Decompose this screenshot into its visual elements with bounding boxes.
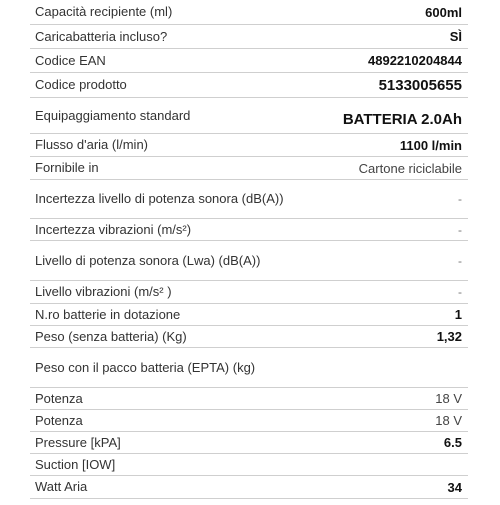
spec-label: Livello vibrazioni (m/s² )	[35, 284, 172, 299]
spec-row-vibration-uncertainty	[30, 219, 468, 241]
spec-row-weight	[30, 326, 468, 348]
spec-label: Equipaggiamento standard	[35, 107, 191, 123]
spec-label: Pressure [kPA]	[35, 434, 121, 450]
spec-label: Flusso d'aria (l/min)	[35, 137, 149, 152]
spec-label: Caricabatteria incluso?	[35, 28, 168, 44]
spec-label: Peso con il pacco batteria (EPTA) (kg)	[35, 359, 256, 375]
spec-row-sound-power	[30, 241, 468, 281]
spec-value: -	[458, 222, 462, 237]
spec-label: Potenza	[35, 390, 83, 406]
spec-label: Livello di potenza sonora (Lwa) (dB(A))	[35, 252, 261, 268]
spec-value: -	[458, 253, 462, 268]
spec-value: Cartone riciclabile	[358, 160, 462, 176]
spec-label: Watt Aria	[35, 479, 88, 494]
spec-value: BATTERIA 2.0Ah	[342, 111, 462, 128]
spec-label: Suction [IOW]	[35, 456, 116, 472]
spec-row-capacity	[30, 0, 468, 25]
spec-label: Incertezza livello di potenza sonora (dB(A))	[35, 191, 284, 206]
spec-row-vibration-level	[30, 281, 468, 304]
spec-value: 1	[454, 307, 462, 322]
spec-value: 600ml	[425, 4, 462, 20]
spec-value: 18 V	[435, 391, 462, 406]
spec-row-suction	[30, 454, 468, 476]
spec-row-airflow	[30, 134, 468, 157]
spec-value: 34	[447, 479, 462, 495]
spec-label: N.ro batterie in dotazione	[35, 306, 181, 322]
spec-label: Codice EAN	[35, 52, 106, 68]
spec-label: Capacità recipiente (ml)	[35, 4, 173, 19]
spec-row-charger	[30, 25, 468, 49]
spec-row-power-1	[30, 388, 468, 410]
spec-value: -	[458, 192, 462, 206]
spec-row-weight-with-battery	[30, 348, 468, 388]
spec-value: 1,32	[436, 329, 462, 344]
spec-table	[30, 0, 468, 499]
spec-row-power-2	[30, 410, 468, 432]
spec-label: Peso (senza batteria) (Kg)	[35, 328, 187, 344]
spec-label: Potenza	[35, 412, 83, 428]
spec-row-air-watt	[30, 476, 468, 499]
spec-value: 1100 l/min	[399, 137, 462, 153]
spec-label: Incertezza vibrazioni (m/s²)	[35, 221, 192, 237]
spec-row-ean	[30, 49, 468, 73]
spec-row-sound-uncertainty	[30, 180, 468, 219]
spec-value: 18 V	[435, 413, 462, 428]
spec-row-product-code	[30, 73, 468, 98]
spec-row-standard-equipment	[30, 98, 468, 134]
spec-label: Fornibile in	[35, 160, 99, 175]
spec-value: SÌ	[449, 29, 462, 44]
spec-value: 6.5	[443, 435, 462, 450]
spec-row-battery-count	[30, 304, 468, 326]
spec-row-pressure	[30, 432, 468, 454]
spec-value: 4892210204844	[368, 53, 462, 68]
spec-row-supplied-in	[30, 157, 468, 180]
spec-label: Codice prodotto	[35, 77, 127, 92]
spec-value: 5133005655	[378, 76, 462, 94]
spec-value: -	[458, 285, 462, 299]
